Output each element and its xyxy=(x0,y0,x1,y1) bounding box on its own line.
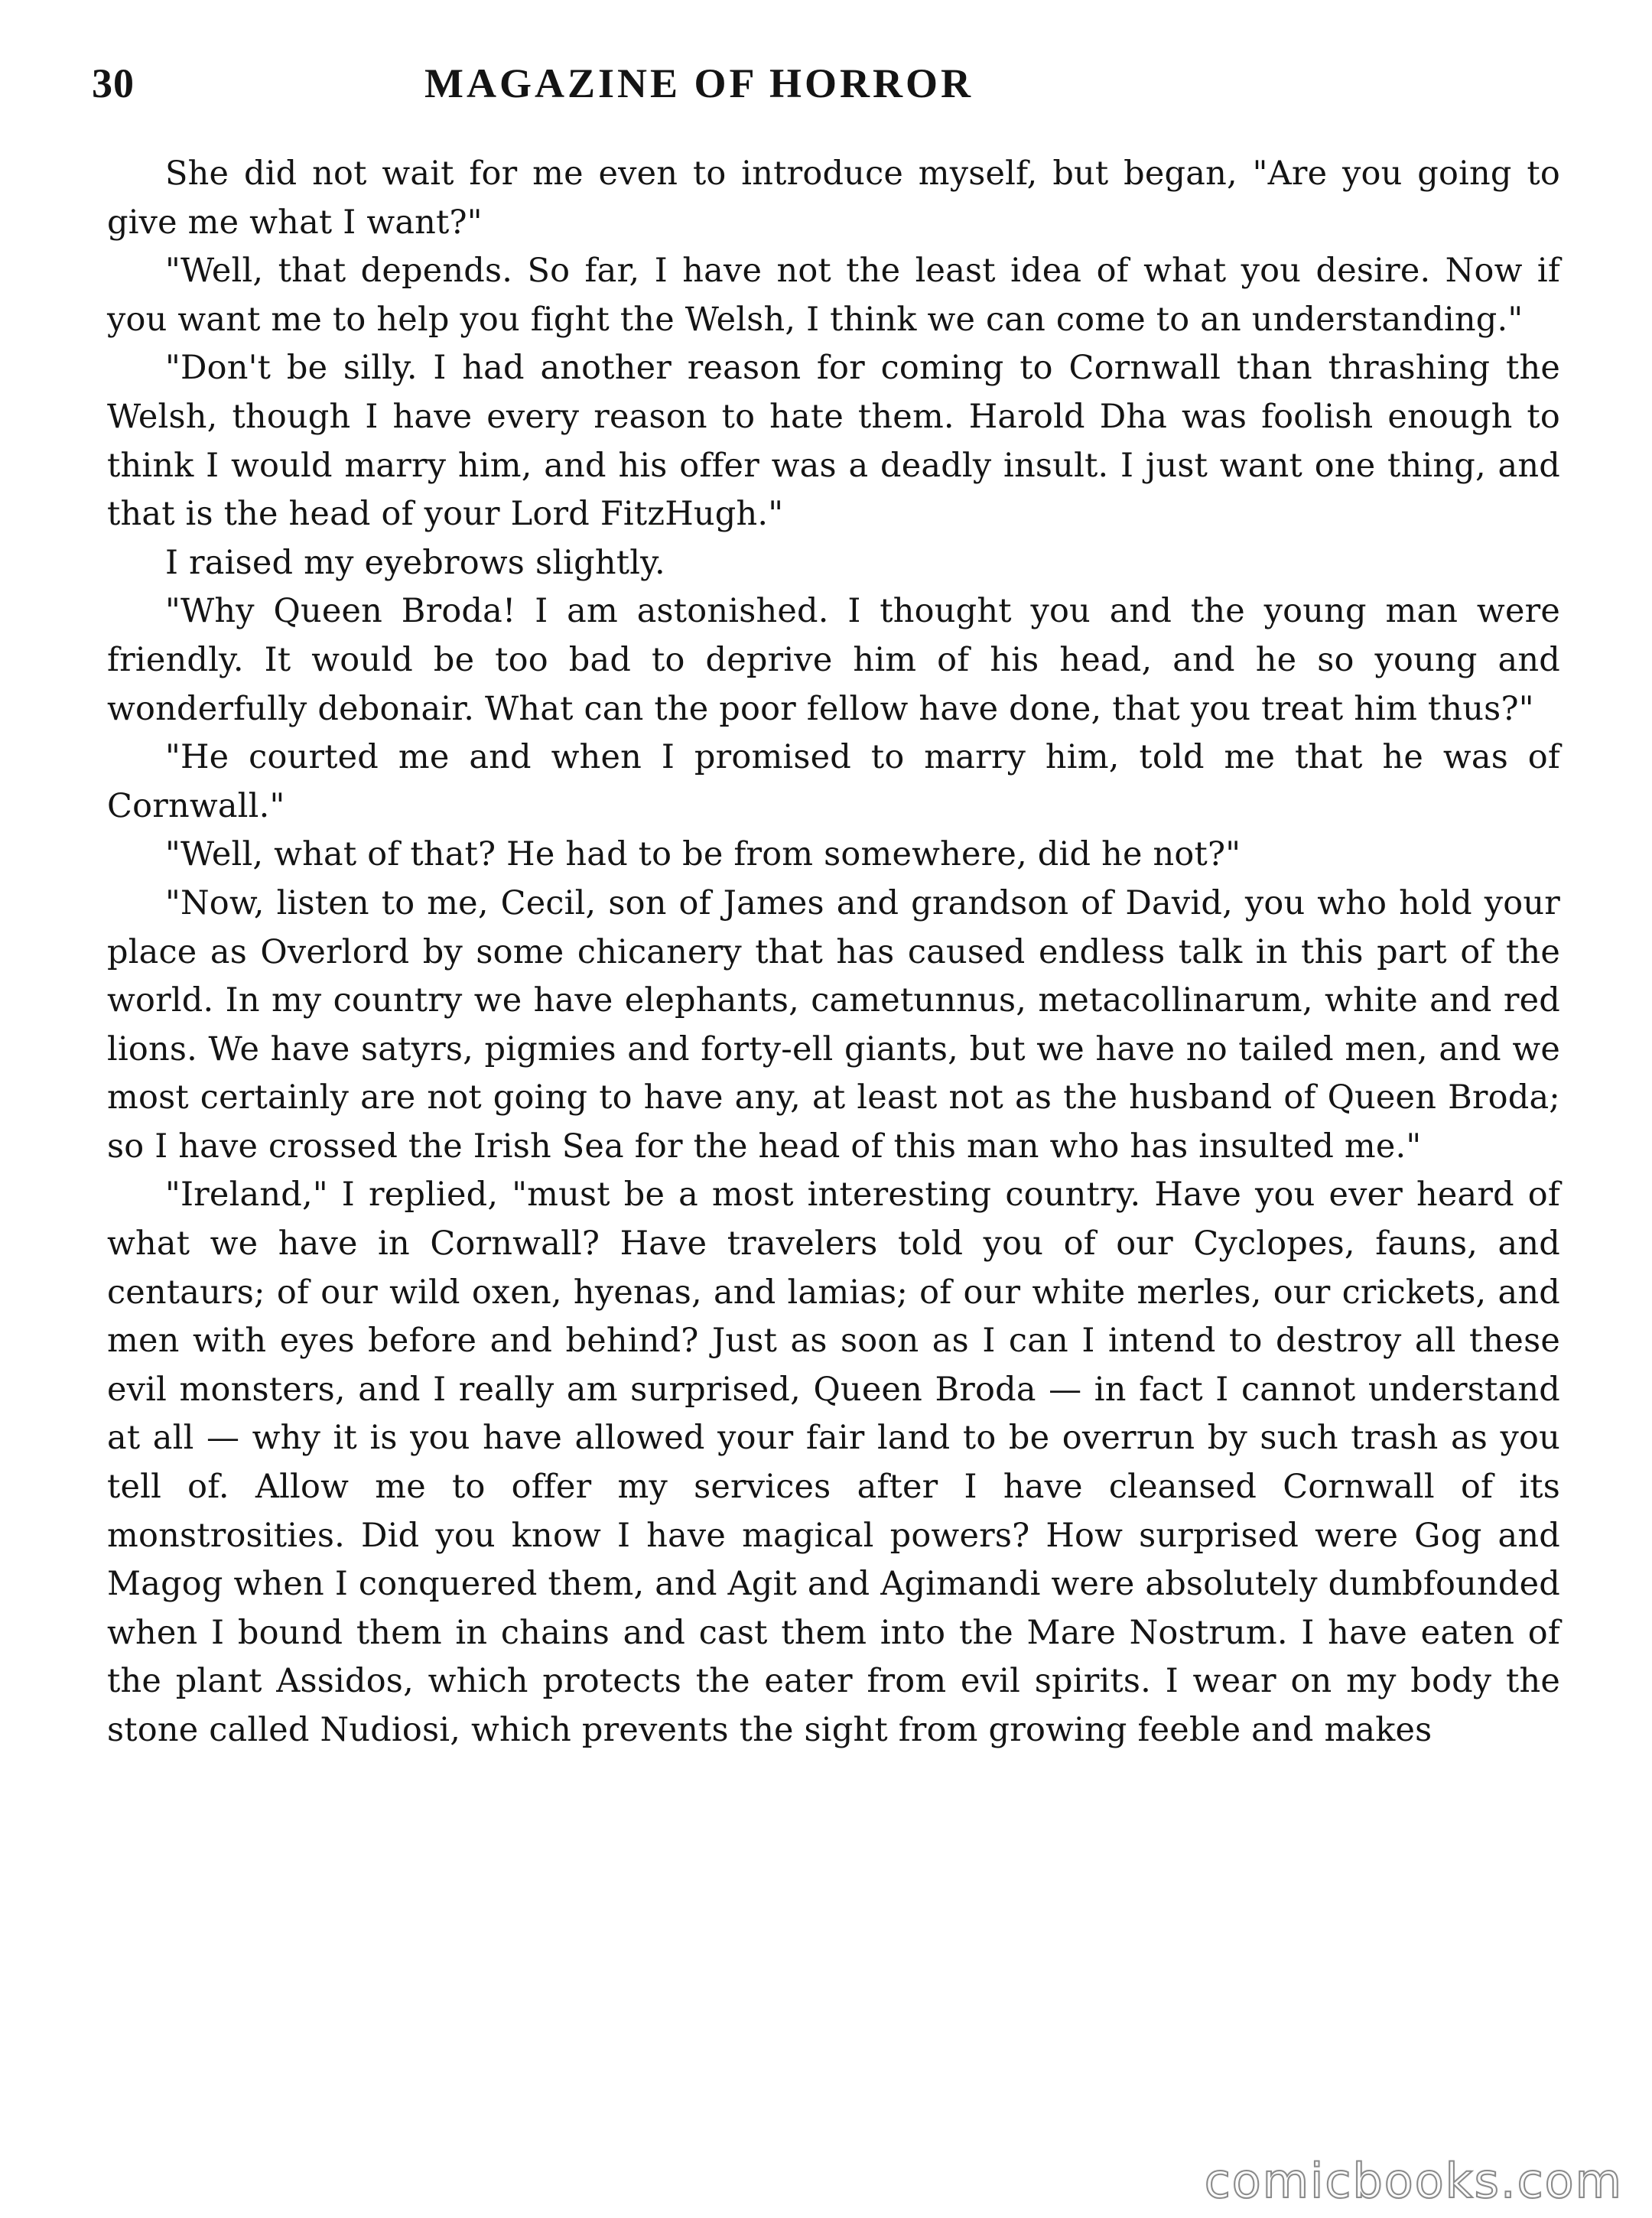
paragraph: "Ireland," I replied, "must be a most interesting country. Have you ever heard of what we have in Cornwall? Have travelers told you of our Cyclopes, fauns, and centaurs; of our wild oxen, hyenas, and lamias; of our white merles, our crickets, and men with eyes before and behind? Just as soon as I can I intend to destroy all these evil monsters, and I really am surprised, Queen Broda — in fact I cannot understand at all — why it is you have allowed your fair land to be overrun by such trash as you tell of. Allow me to offer my services after I have cleansed Cornwall of its monstrosities. Did you know I have magical powers? How surprised were Gog and Magog when I conquered them, and Agit and Agimandi were absolutely dumbfounded when I bound them in chains and cast them into the Mare Nostrum. I have eaten of the plant Assidos, which protects the eater from evil spirits. I wear on my body the stone called Nudiosi, which prevents the sight from growing feeble and makes xyxy=(107,1176,1560,1749)
paragraph: "Why Queen Broda! I am astonished. I thought you and the young man were friendly. It would be too bad to deprive him of his head, and he so young and wonderfully debonair. What can the poor fellow have done, that you treat him thus?" xyxy=(107,592,1560,728)
page-number: 30 xyxy=(92,60,135,106)
body-text xyxy=(107,150,1560,1755)
paragraph: "Well, what of that? He had to be from somewhere, did he not?" xyxy=(165,835,1241,874)
running-title: MAGAZINE OF HORROR xyxy=(424,60,974,106)
paragraph: I raised my eyebrows slightly. xyxy=(165,543,665,582)
paragraph: "Don't be silly. I had another reason for coming to Cornwall than thrashing the Welsh, though I have every reason to hate them. Harold Dha was foolish enough to think I would marry him, and his offer was a deadly insult. I just want one thing, and that is the head of your Lord FitzHugh." xyxy=(107,349,1560,534)
paragraph: She did not wait for me even to introduce myself, but began, "Are you going to give me what I want?" xyxy=(107,154,1560,242)
paragraph: "He courted me and when I promised to marry him, told me that he was of Cornwall." xyxy=(107,738,1560,825)
paragraph: "Now, listen to me, Cecil, son of James and grandson of David, you who hold your place as Overlord by some chicanery that has caused endless talk in this part of the world. In my country we have elephants, cametunnus, metacollinarum, white and red lions. We have satyrs, pigmies and forty-ell giants, but we have no tailed men, and we most certainly are not going to have any, at least not as the husband of Queen Broda; so I have crossed the Irish Sea for the head of this man who has insulted me." xyxy=(107,883,1560,1166)
watermark: comicbooks.com xyxy=(1204,2153,1623,2209)
paragraph: "Well, that depends. So far, I have not the least idea of what you desire. Now if you want me to help you fight the Welsh, I think we can come to an understanding." xyxy=(107,252,1560,339)
